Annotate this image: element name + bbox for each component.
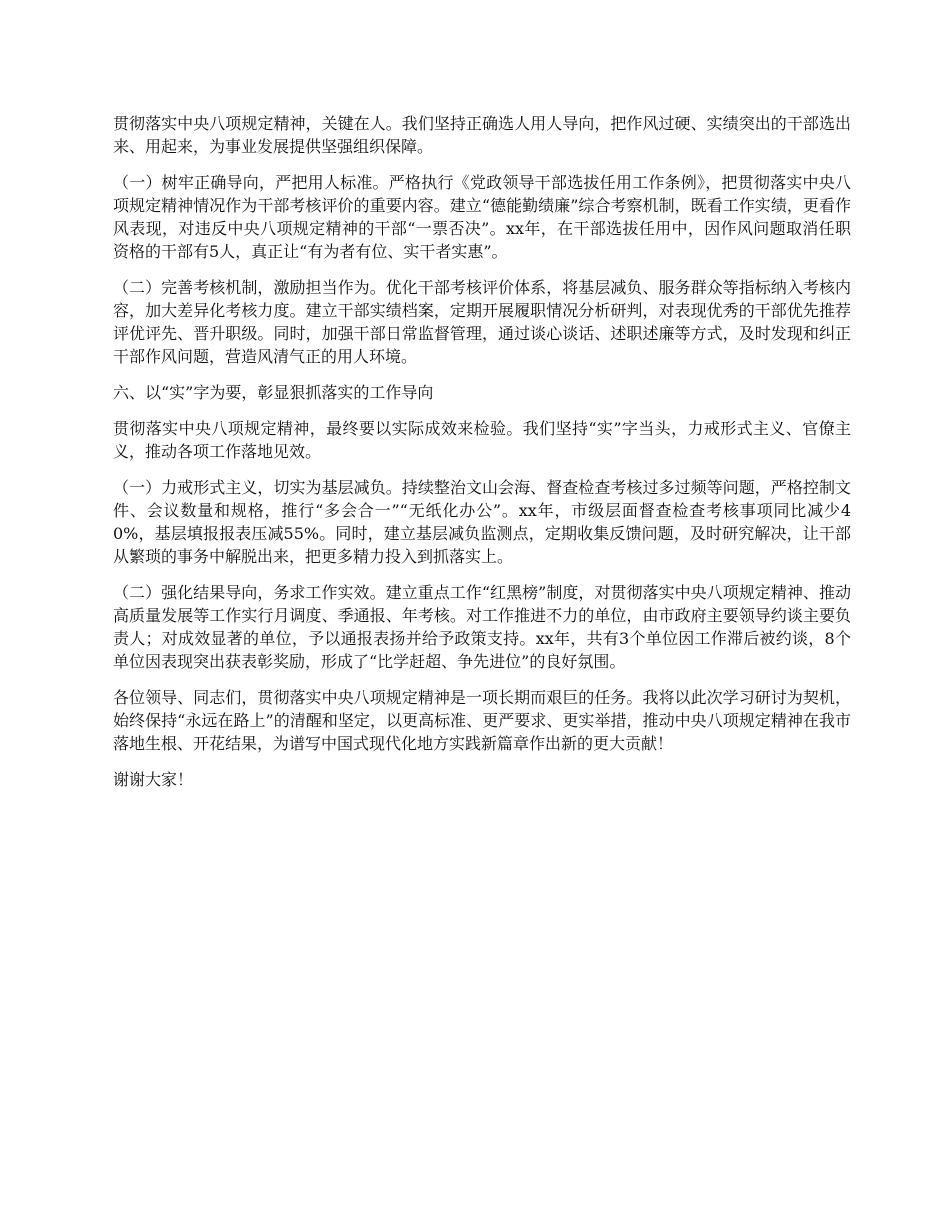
document-body [113, 112, 851, 804]
paragraph-intro-implementation: 贯彻落实中央八项规定精神，最终要以实际成效来检验。我们坚持“实”字当头，力戒形式主义、官僚主义，推动各项工作落地见效。 [113, 419, 851, 461]
section-heading-six: 六、以“实”字为要，彰显狠抓落实的工作导向 [113, 383, 434, 402]
paragraph-intro-personnel: 贯彻落实中央八项规定精神，关键在人。我们坚持正确选人用人导向，把作风过硬、实绩突出的干部选出来、用起来，为事业发展提供坚强组织保障。 [113, 114, 851, 156]
paragraph-reduce-formalism: （一）力戒形式主义，切实为基层减负。持续整治文山会海、督查检查考核过多过频等问题，严格控制文件、会议数量和规格，推行“多会合一”“无纸化办公”。xx年，市级层面督查检查考核事项同比减少40%，基层填报报表压减55%。同时，建立基层减负监测点，定期收集反馈问题，及时研究解决，让干部从繁琐的事务中解脱出来，把更多精力投入到抓落实上。 [113, 478, 851, 566]
paragraph-results-orientation: （二）强化结果导向，务求工作实效。建立重点工作“红黑榜”制度，对贯彻落实中央八项规定精神、推动高质量发展等工作实行月调度、季通报、年考核。对工作推进不力的单位，由市政府主要领导约谈主要负责人；对成效显著的单位，予以通报表扬并给予政策支持。xx年，共有3个单位因工作滞后被约谈，8个单位因表现突出获表彰奖励，形成了“比学赶超、争先进位”的良好氛围。 [113, 583, 851, 671]
paragraph-thanks: 谢谢大家！ [113, 770, 194, 789]
paragraph-assessment-mechanism: （二）完善考核机制，激励担当作为。优化干部考核评价体系，将基层减负、服务群众等指标纳入考核内容，加大差异化考核力度。建立干部实绩档案，定期开展履职情况分析研判，对表现优秀的干部优先推荐评优评先、晋升职级。同时，加强干部日常监督管理，通过谈心谈话、述职述廉等方式，及时发现和纠正干部作风问题，营造风清气正的用人环境。 [113, 278, 851, 366]
paragraph-selection-standards: （一）树牢正确导向，严把用人标准。严格执行《党政领导干部选拔任用工作条例》，把贯彻落实中央八项规定精神情况作为干部考核评价的重要内容。建立“德能勤绩廉”综合考察机制，既看工作实绩，更看作风表现，对违反中央八项规定精神的干部“一票否决”。xx年，在干部选拔任用中，因作风问题取消任职资格的干部有5人，真正让“有为者有位、实干者实惠”。 [113, 173, 851, 261]
paragraph-closing-remarks: 各位领导、同志们，贯彻落实中央八项规定精神是一项长期而艰巨的任务。我将以此次学习研讨为契机，始终保持“永远在路上”的清醒和坚定，以更高标准、更严要求、更实举措，推动中央八项规定精神在我市落地生根、开花结果，为谱写中国式现代化地方实践新篇章作出新的更大贡献！ [113, 688, 851, 753]
